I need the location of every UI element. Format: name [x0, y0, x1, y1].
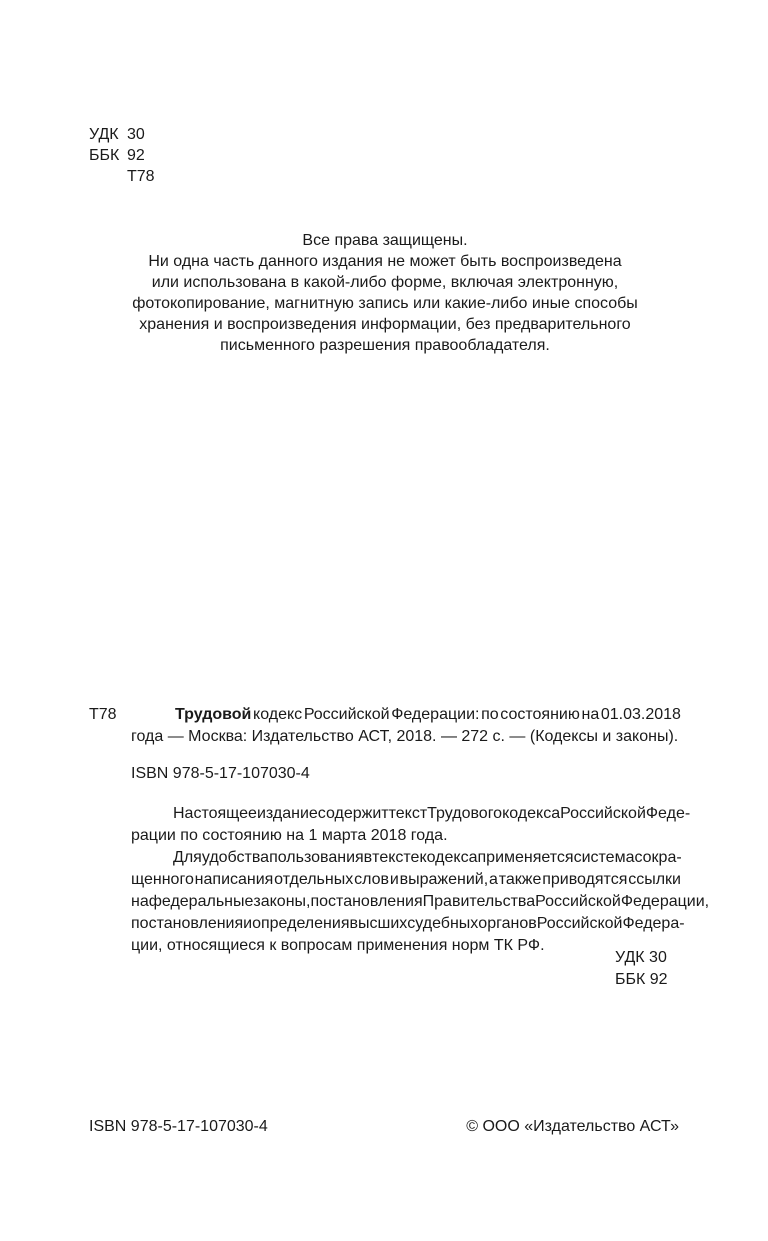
annotation-word: тексте [372, 849, 420, 866]
bbk-row [89, 145, 155, 166]
annotation-word: федеральные [148, 893, 254, 910]
annotation-word: применяется [477, 849, 574, 866]
annotation-word: Трудового [427, 805, 503, 822]
annotation-word: и [389, 871, 399, 888]
annotation-word: постановления [131, 915, 244, 932]
footer-isbn: ISBN 978-5-17-107030-4 [89, 1118, 268, 1135]
annotation-word: написания [194, 871, 274, 888]
biblio-word: по [481, 706, 499, 723]
annotation-word: щенного [131, 871, 194, 888]
rights-line: Все права защищены. [302, 232, 468, 249]
rights-line: письменного разрешения правообладателя. [220, 337, 550, 354]
biblio-line-2: года — Москва: Издательство АСТ, 2018. — 272 с. — (Кодексы и законы). [131, 728, 679, 745]
rights-notice [100, 230, 670, 356]
annotation-word: Феде- [645, 805, 691, 822]
biblio-word: Федерации: [391, 706, 480, 723]
footer-copyright: © ООО «Издательство АСТ» [466, 1118, 679, 1135]
biblio-line-1 [131, 704, 681, 726]
annotation-word: также [498, 871, 542, 888]
annotation-word: а [488, 871, 498, 888]
annotation-word: Для [173, 849, 202, 866]
annotation [131, 803, 710, 957]
annotation-p1-line-2 [131, 825, 681, 847]
biblio-word: 01.03.2018 [600, 706, 681, 723]
annotation-word: и [243, 915, 253, 932]
bbk-value: 92 [127, 147, 145, 164]
annotation-word: кодекса [502, 805, 561, 822]
annotation-word: судебных [407, 915, 479, 932]
biblio-word: состоянию [500, 706, 580, 723]
bibliographic-record [89, 704, 681, 748]
udk-label: УДК [89, 126, 119, 143]
annotation-word: пользования [269, 849, 364, 866]
biblio-title: Трудовой [175, 706, 252, 723]
annotation-p2-line-4 [131, 913, 685, 935]
rights-line: или использована в какой-либо форме, включая электронную, [151, 274, 619, 291]
classification-block [89, 124, 155, 187]
annotation-word: органов [478, 915, 537, 932]
annotation-word: сокра- [634, 849, 682, 866]
biblio-word: Российской [303, 706, 390, 723]
biblio-author-mark: Т78 [89, 706, 117, 723]
annotation-word: Российской [536, 915, 623, 932]
annotation-word: в [363, 849, 373, 866]
annotation-word: система [573, 849, 635, 866]
annotation-word: законы, [253, 893, 311, 910]
annotation-word: высших [349, 915, 408, 932]
annotation-word: текст [388, 805, 428, 822]
annotation-word: на [131, 893, 149, 910]
annotation-word: отдельных [274, 871, 354, 888]
annotation-word: издание [256, 805, 318, 822]
udk-row [89, 124, 155, 145]
biblio-word: кодекс [253, 706, 303, 723]
udk-right: УДК 30 [615, 949, 667, 966]
annotation-p1-line-1 [131, 803, 691, 825]
annotation-p2-line-5 [131, 935, 681, 957]
rights-line: фотокопирование, магнитную запись или какие-либо иные способы [132, 295, 638, 312]
rights-line: хранения и воспроизведения информации, без предварительного [139, 316, 631, 333]
classification-right [615, 947, 668, 991]
annotation-word: удобства [201, 849, 270, 866]
annotation-word: Федерации, [620, 893, 710, 910]
biblio-isbn: ISBN 978-5-17-107030-4 [131, 765, 310, 782]
biblio-description [131, 704, 681, 748]
author-mark: Т78 [127, 168, 155, 185]
biblio-word: на [581, 706, 600, 723]
annotation-word: содержит [317, 805, 389, 822]
annotation-word: Российской [535, 893, 621, 910]
rights-line: Ни одна часть данного издания не может быть воспроизведена [148, 253, 622, 270]
annotation-p2-line-2 [131, 869, 681, 891]
annotation-p2-line-3 [131, 891, 710, 913]
annotation-word: слов [354, 871, 389, 888]
annotation-word: определения [252, 915, 350, 932]
bbk-label: ББК [89, 147, 120, 164]
annotation-word: Федера- [622, 915, 685, 932]
annotation-text: ции, относящиеся к вопросам применения норм ТК РФ. [131, 937, 545, 954]
annotation-word: Правительства [422, 893, 536, 910]
annotation-word: постановления [310, 893, 423, 910]
annotation-word: ссылки [628, 871, 681, 888]
annotation-word: Настоящее [173, 805, 257, 822]
annotation-word: Российской [560, 805, 646, 822]
bbk-right: ББК 92 [615, 971, 668, 988]
annotation-p2-line-1 [131, 847, 681, 869]
annotation-word: выражений, [399, 871, 489, 888]
annotation-text: рации по состоянию на 1 марта 2018 года. [131, 827, 448, 844]
annotation-word: приводятся [542, 871, 628, 888]
annotation-word: кодекса [419, 849, 478, 866]
udk-value: 30 [127, 126, 145, 143]
